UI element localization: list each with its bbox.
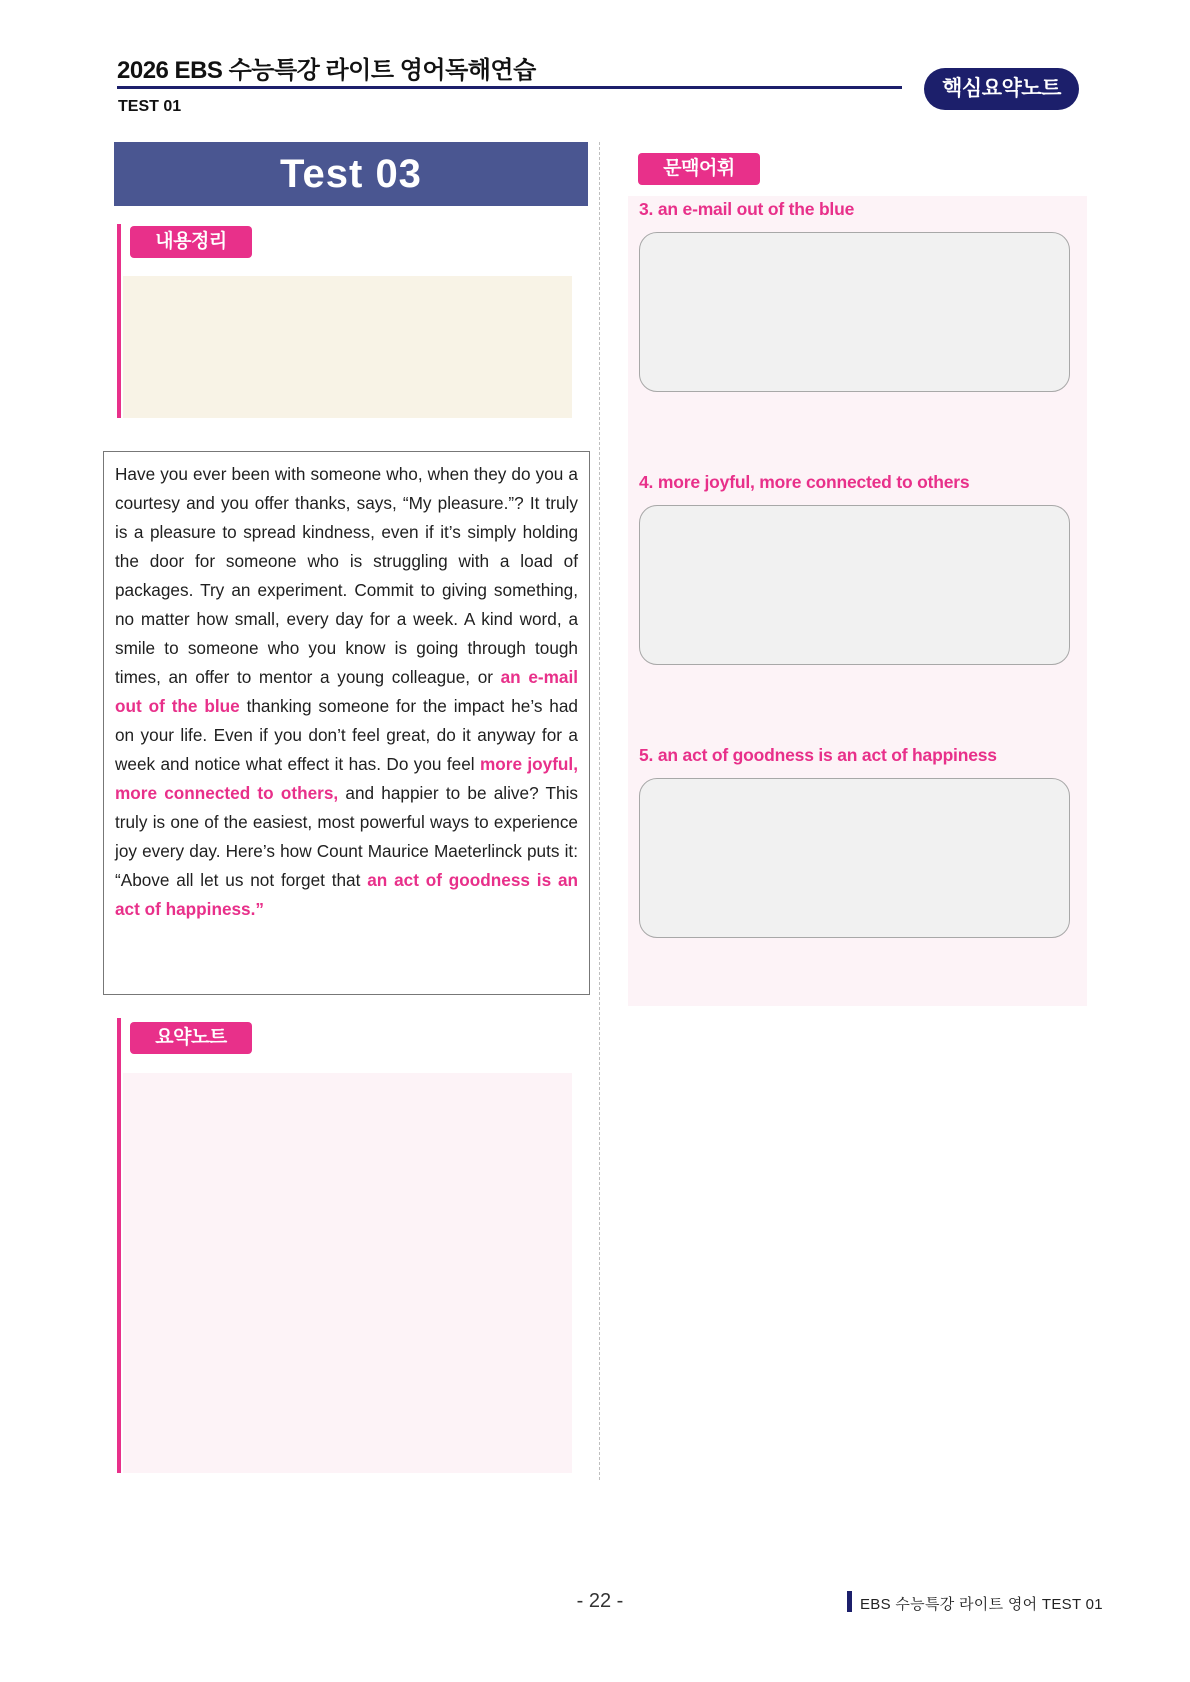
notes-accent-bar xyxy=(117,1018,121,1473)
summary-accent-bar xyxy=(117,224,121,418)
reading-passage xyxy=(103,451,590,995)
header-rule xyxy=(117,86,902,89)
passage-highlight-2: more joyful, more connected to others, xyxy=(115,754,578,803)
passage-text-2: thanking someone for the impact he’s had on your life. Even if you don’t feel great, do it anyway for a week and notice what effect it has. Do you feel xyxy=(115,696,578,774)
passage-highlight-3: an act of goodness is an act of happiness.” xyxy=(115,870,579,919)
document-title: 2026 EBS 수능특강 라이트 영어독해연습 xyxy=(117,57,536,84)
column-divider xyxy=(599,142,600,1480)
passage-text-1: Have you ever been with someone who, when they do you a courtesy and you offer thanks, says, “My pleasure.”? It truly is a pleasure to spread kindness, even if it’s simply holding the door for someone who is struggling with a load of packages. Try an experiment. Commit to giving something, no matter how small, every day for a week. A kind word, a smile to someone who you know is going through tough times, an offer to mentor a young colleague, or xyxy=(115,464,578,687)
vocab-label: 문맥어휘 xyxy=(638,153,760,185)
vocab-item-3-label: 3. an e-mail out of the blue xyxy=(639,199,855,219)
summary-writing-area[interactable] xyxy=(123,276,572,418)
vocab-item-4-label: 4. more joyful, more connected to others xyxy=(639,472,970,492)
summary-label: 내용정리 xyxy=(130,226,252,258)
vocab-item-5-label: 5. an act of goodness is an act of happiness xyxy=(639,745,997,765)
passage-text-3: and happier to be alive? This truly is one of the easiest, most powerful ways to experience joy every day. Here’s how Count Maurice Maeterlinck puts it: “Above all let us not forget that xyxy=(115,783,579,890)
vocab-item-3-answer-box[interactable] xyxy=(639,232,1070,392)
notes-label: 요약노트 xyxy=(130,1022,252,1054)
section-badge: 핵심요약노트 xyxy=(924,68,1079,110)
footer-accent-bar xyxy=(847,1591,852,1612)
passage-highlight-1: an e-mail out of the blue xyxy=(115,667,578,716)
page-number: - 22 - xyxy=(576,1590,624,1612)
test-title-banner: Test 03 xyxy=(114,142,588,206)
notes-writing-area[interactable] xyxy=(123,1073,572,1473)
footer-text: EBS 수능특강 라이트 영어 TEST 01 xyxy=(860,1596,1103,1613)
vocab-item-4-answer-box[interactable] xyxy=(639,505,1070,665)
vocab-item-5-answer-box[interactable] xyxy=(639,778,1070,938)
document-subtitle: TEST 01 xyxy=(118,98,182,115)
